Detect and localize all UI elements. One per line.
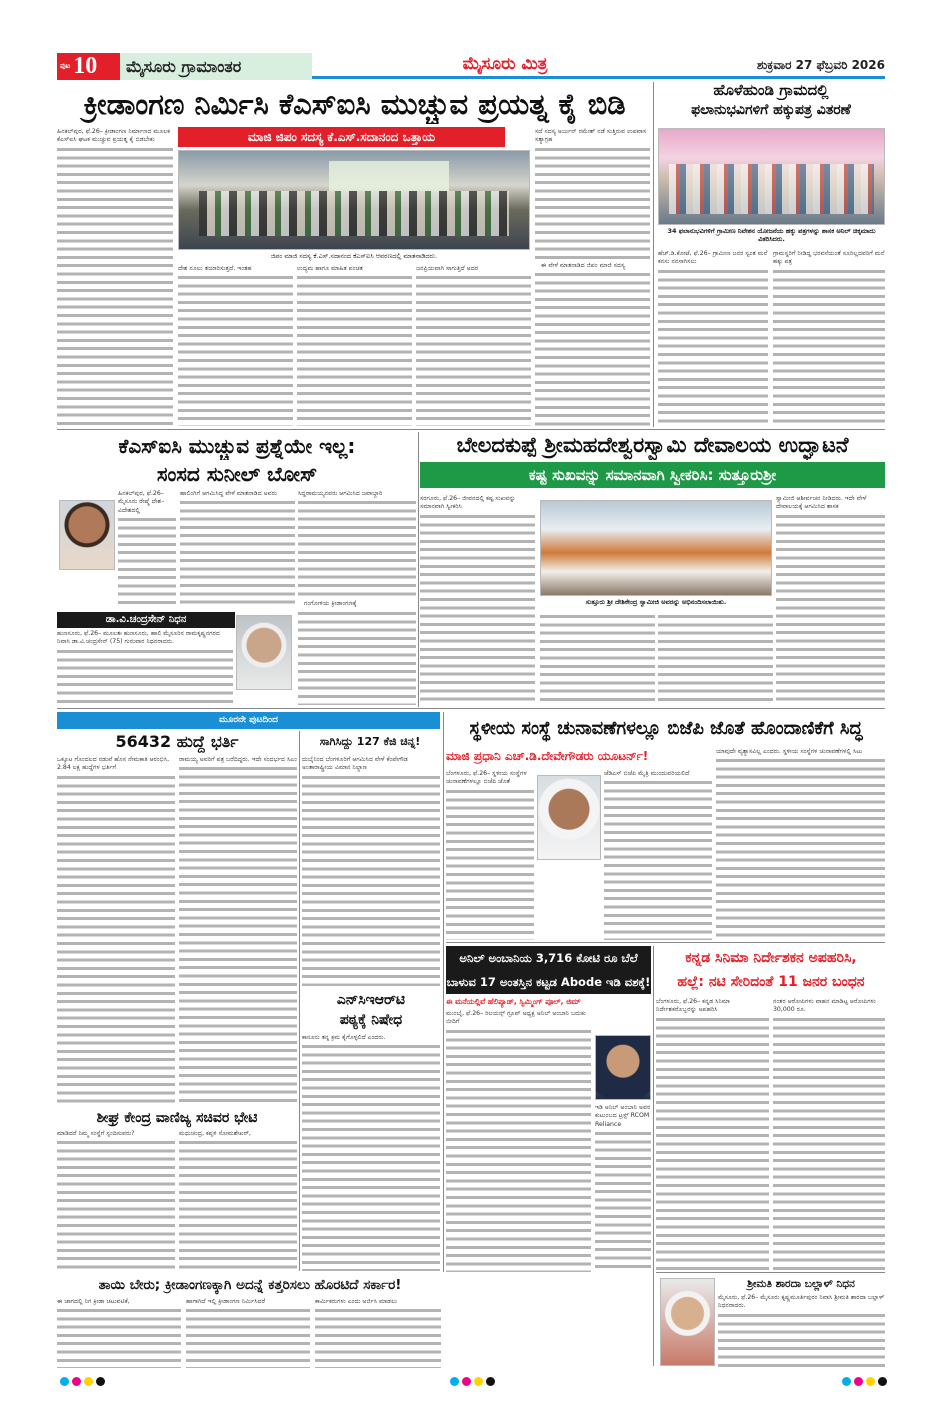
story6-column-2: ಜೆಡಿಎಸ್ ಬಿಜೆಪಿ ಮೈತ್ರಿ ಮುಂದುವರಿಯಲಿದೆ — [604, 770, 712, 940]
lead-headline: ಕ್ರೀಡಾಂಗಣ ನಿರ್ಮಿಸಿ ಕೆಎಸ್‌ಐಸಿ ಮುಚ್ಚುವ ಪ್ರಯತ್ನ ಕೈ ಬಿಡಿ — [83, 87, 626, 121]
lead-column-2-paragraph: ಈ ವೇಳೆ ಮಾತನಾಡಿದ ಜಿಪಂ ಮಾಜಿ ಸದಸ್ಯ — [541, 261, 626, 269]
registration-mark-cyan — [450, 1377, 459, 1386]
continued-bar: ಮೂರನೇ ಪುಟದಿಂದ — [57, 712, 440, 729]
registration-mark-yellow — [84, 1377, 93, 1386]
lead-column-1: ಹಿನಕಲ್‌ಪುರ, ಫೆ.26– ಕ್ರೀಡಾಂಗಣ ನಿರ್ಮಾಣದ ಮೂಲಕ ಕೆಎಸ್‌ಐಸಿ ಘಟಕ ಮುಚ್ಚುವ ಪ್ರಯತ್ನ ಕೈ ಬಿಡಬೇಕು — [57, 128, 173, 426]
story4-column-2: ಮಧುಚಂದ್ರ, ಕಪ್ಪಳಿ ಸೋಮಶೇಖರ್, — [179, 1130, 297, 1270]
story4-column-1: ಮಾಡಿದರೆ ನಿಮ್ಮ ಸಂಸ್ಥೆಗೆ ಸ್ಪಂದಿಸುವರು? — [57, 1130, 175, 1270]
story9-column-2: ಹಾಗಾಗಿದೆ ಇಲ್ಲಿ ಕ್ರೀಡಾಂಗಣ ನಿರ್ಮಿಸಿದರೆ — [186, 1298, 310, 1368]
anil-ambani-photo — [595, 1035, 651, 1100]
column-divider — [653, 82, 654, 427]
story3-caption: ಸುತ್ತೂರು ಶ್ರೀ ದೇಶಿಕೇಂದ್ರ ಸ್ವಾಮೀಜಿ ಅವರನ್ನು ಅಭಿನಂದಿಸಲಾಯಿತು. — [585, 598, 727, 606]
story4-headline: ಶೀಘ್ರ ಕೇಂದ್ರ ವಾಣಿಜ್ಯ ಸಚಿವರ ಭೇಟಿ — [96, 1110, 258, 1126]
story2-headline-1: ಕೆಎಸ್‌ಐಸಿ ಮುಚ್ಚುವ ಪ್ರಶ್ನೆಯೇ ಇಲ್ಲ: — [118, 434, 356, 458]
registration-mark-black — [486, 1377, 495, 1386]
story6-headline: ಸ್ಥಳೀಯ ಸಂಸ್ಥೆ ಚುನಾವಣೆಗಳಲ್ಲೂ ಬಿಜೆಪಿ ಜೊತೆ ಹೊಂದಾಣಿಕೆಗೆ ಸಿದ್ಧ — [469, 718, 863, 739]
story3-photo — [540, 500, 772, 596]
continued-column-3: ದುಬೈನಿಂದ ಬೆಂಗಳೂರಿಗೆ ಆಗಮಿಸಿದ ವೇಳೆ ಕೆಂಪೇಗೌಡ ಅಂತಾರಾಷ್ಟ್ರೀಯ ವಿಮಾನ ನಿಲ್ದಾಣ — [302, 756, 440, 986]
story6-subhead: ಮಾಜಿ ಪ್ರಧಾನಿ ಎಚ್.ಡಿ.ದೇವೇಗೌಡರು ಯೂಟರ್ನ್! — [446, 749, 649, 763]
story3-headline: ಬೇಲದಕುಪ್ಪೆ ಶ್ರೀಮಹದೇಶ್ವರಸ್ವಾಮಿ ದೇವಾಲಯ ಉದ್ಘಾಟನೆ — [456, 433, 849, 457]
story3-subhead: ಕಷ್ಟ ಸುಖವನ್ನು ಸಮಾನವಾಗಿ ಸ್ವೀಕರಿಸಿ: ಸುತ್ತೂರುಶ್ರೀ — [420, 462, 885, 488]
right-top-headline-1: ಹೊಳೆಹುಂಡಿ ಗ್ರಾಮದಲ್ಲಿ — [713, 81, 829, 99]
registration-mark-magenta — [462, 1377, 471, 1386]
continued-column-2: ರಾಮಯ್ಯ ಅವರಿಗೆ ಪತ್ರ ಬರೆದಿದ್ದರು. ಇದೇ ಸಂದರ್ಭದ ಸಿಎಂ — [179, 756, 297, 1106]
story2-column-1: ಹಿನಕಲ್‌ಪುರ, ಫೆ.26– ಮೈಸೂರು ರೇಷ್ಮೆ ದೇಶ–ವಿದೇಶದಲ್ಲಿ — [118, 490, 176, 605]
story7-column-1: ಮುಂಬೈ, ಫೆ.26– ರಿಲಯನ್ಸ್ ಗ್ರೂಪ್ ಅಧ್ಯಕ್ಷ ಅನಿಲ್ ಅಂಬಾನಿ ಬದುಕು ಬೀದಿಗೆ — [446, 1010, 591, 1272]
lead-column-5: ಜನಪ್ರಿಯವಾಗಿ ಸಾಗುತ್ತಿದೆ ಅದರ — [416, 265, 531, 426]
column-divider — [299, 731, 300, 1271]
story7-headline-1: ಅನಿಲ್ ಅಂಬಾನಿಯ 3,716 ಕೋಟಿ ರೂ ಬೆಲೆ — [459, 951, 638, 965]
registration-mark-cyan — [842, 1377, 851, 1386]
page-label: ಪುಟ — [60, 62, 71, 70]
story7-column-2: ಇಡಿ ಅನಿಲ್ ಅಂಬಾನಿ ಅವರ ಕುಟುಂಬದ ಟ್ರಸ್ಟ್ RCOM Reliance — [595, 1104, 651, 1272]
right-top-column-1: ಹೆಚ್.ಡಿ.ಕೋಟೆ, ಫೆ.26– ಗ್ರಾಮೀಣ ಜನರ ಸ್ವಂತ ಮನೆ ಕನಸು ನನಸಾಗಿಸಲು — [658, 250, 768, 426]
registration-mark-magenta — [72, 1377, 81, 1386]
section-divider — [446, 942, 885, 943]
story3-column-4: ಸ್ವಾಮೀಜಿ ಆಶೀರ್ವಚನ ನೀಡಿದರು. ಇದೇ ವೇಳೆ ದೇವಾಲಯಕ್ಕೆ ಆಗಮಿಸಿದ ಶಾಸಕ — [776, 495, 885, 705]
continued-headline-a: 56432 ಹುದ್ದೆ ಭರ್ತಿ — [115, 732, 239, 751]
registration-mark-black — [878, 1377, 887, 1386]
section-title: ಮೈಸೂರು ಗ್ರಾಮಾಂತರ — [120, 53, 312, 80]
section-divider — [57, 708, 885, 709]
story9-column-3: ಕಾರ್ಮಿಕರುಗಳು ಎಂದು ಅರ್ಜಿಸಿ ಮಾಡಲು — [315, 1298, 441, 1368]
page-number-box — [57, 53, 120, 80]
story8-headline-2: ಹಲ್ಲೆ: ನಟಿ ಸೇರಿದಂತೆ 11 ಜನರ ಬಂಧನ — [677, 974, 865, 990]
story2-column-3: ಸಿದ್ದರಾಮಯ್ಯನವರು ಆಗಮಿಸಿದ ಜವಾಬ್ದಾರಿ ಗಂಗೋಳಿಯ ಕ್ರೀಡಾಂಗಣಕ್ಕೆ — [298, 490, 416, 705]
story8-column-2: ನಂತರ ಆರೋಪಿಗಳು ವಾಹನ ಮಾಡಿಟ್ಟ ಆರೋಪಿಗಳು 30,000 ರೂ. — [773, 998, 885, 1270]
story8-headline-1: ಕನ್ನಡ ಸಿನಿಮಾ ನಿರ್ದೇಶಕನ ಅಪಹರಿಸಿ, — [685, 950, 857, 966]
lead-column-3: ದೇಶ ನೂಲು ತಯಾರಿಸುತ್ತದೆ. ಇಂತಹ — [178, 265, 293, 426]
story5-text: ಕಾನೂನು ತನ್ನ ಕ್ರಮ ಕೈಗೊಳ್ಳಲಿದೆ ಎಂದರು. — [302, 1034, 440, 1271]
lead-photo-caption: ಜಿಪಂ ಮಾಜಿ ಸದಸ್ಯ ಕೆ.ಎಸ್.ಸದಾನಂದ ಕೆಎಸ್‌ಐಸಿ ಆವರಣದಲ್ಲಿ ಮಾತನಾಡಿದರು. — [270, 252, 438, 260]
story2-headline-2: ಸಂಸದ ಸುನೀಲ್ ಬೋಸ್ — [156, 462, 318, 486]
lead-subhead: ಮಾಜಿ ಜಿಪಂ ಸದಸ್ಯ ಕೆ.ಎಸ್.ಸದಾನಂದ ಒತ್ತಾಯ — [178, 127, 505, 147]
registration-mark-yellow — [866, 1377, 875, 1386]
right-top-column-2: ಗ್ರಾಮಸ್ಥರಿಗೆ ನೀಡಿದ್ದ ಭರವಸೆಯಂತೆ ಸೂರಿಲ್ಲದವರಿಗೆ ಮನೆ ಹಕ್ಕು ಪತ್ರ — [773, 250, 885, 426]
section-divider — [656, 1272, 885, 1273]
column-divider — [418, 432, 419, 707]
devegowda-photo — [537, 775, 601, 860]
newspaper-logo: ಮೈಸೂರು ಮಿತ್ರ — [462, 54, 548, 74]
registration-mark-yellow — [474, 1377, 483, 1386]
continued-column-1: ಒಕ್ಕೂಟ ಗೊಂದಲದ ನಡುವೆ ಹೊಸ ನೇಮಕಾತಿ ಆರಂಭಿಸಿ, 2.84 ಲಕ್ಷ ಹುದ್ದೆಗಳ ಭರ್ತಿಗೆ — [57, 756, 175, 1106]
story5-headline-2: ಪಠ್ಯಕ್ಕೆ ನಿಷೇಧ — [339, 1012, 403, 1028]
story5-headline-1: ಎನ್‌ಸಿಇಆರ್‌ಟಿ — [336, 992, 406, 1008]
story3-column-3 — [658, 612, 773, 705]
right-top-headline-2: ಫಲಾನುಭವಿಗಳಿಗೆ ಹಕ್ಕುಪತ್ರ ವಿತರಣೆ — [691, 102, 851, 118]
column-divider — [653, 946, 654, 1366]
sunil-bose-photo — [59, 500, 115, 570]
story8-column-1: ಬೆಂಗಳೂರು, ಫೆ.26– ಕನ್ನಡ ಸಿನಿಮಾ ನಿರ್ದೇಶಕರೊಬ್ಬರನ್ನು ಅಪಹರಿಸಿ — [656, 998, 769, 1270]
obit1-photo — [236, 615, 292, 690]
right-top-caption: 34 ಫಲಾನುಭವಿಗಳಿಗೆ ಗ್ರಾಮೀಣ ನಿವೇಶನ ಯೋಜನೆಯ ಹಕ್ಕು ಪತ್ರಗಳನ್ನು ಶಾಸಕ ಅನಿಲ್ ಚಿಕ್ಕಮಾದು ವಿತರಿಸಿದರು. — [667, 227, 876, 243]
lead-column-4: ಉದ್ಯಮ ಹಾಗೂ ಮಾಹಿತ ಪಂಚತ — [297, 265, 412, 426]
lead-photo — [178, 150, 530, 250]
obit1-title: ಡಾ.ವಿ.ಚಂದ್ರಸೇನ್ ನಿಧನ — [57, 612, 235, 628]
story2-column-3-paragraph: ಗಂಗೋಳಿಯ ಕ್ರೀಡಾಂಗಣಕ್ಕೆ — [304, 600, 357, 608]
story3-column-1: ಸರಗೂರು, ಫೆ.26– ಜೀವನದಲ್ಲಿ ಕಷ್ಟ ಸುಖವನ್ನು ಸಮಾನವಾಗಿ ಸ್ವೀಕರಿಸಿ — [420, 495, 535, 705]
registration-mark-black — [96, 1377, 105, 1386]
story7-subhead: ಈ ಮನೆಯಲ್ಲಿವೆ ಹೆಲಿಪ್ಯಾಡ್, ಸ್ವಿಮ್ಮಿಂಗ್ ಪೂಲ್, ಜಿಮ್ — [446, 997, 581, 1006]
story6-column-3: ಯಾವುದೇ ವ್ಯತ್ಯಾಸವಿಲ್ಲ ಎಂದರು. ಸ್ಥಳೀಯ ಸಂಸ್ಥೆಗಳ ಚುನಾವಣೆಗಳಲ್ಲಿ ಸಿಟು — [716, 748, 885, 940]
obit2-text: ಮೈಸೂರು, ಫೆ.26– ಮೈಸೂರು ಕೃಷ್ಣಮೂರ್ತಿಪುರಂ ನಿವಾಸಿ ಶ್ರೀಮತಿ ಶಾರದಾ ಬಲ್ಲಾಳ್ ನಿಧನರಾದರು. — [718, 1294, 885, 1368]
story9-headline: ತಾಯಿ ಬೇರು; ಕ್ರೀಡಾಂಗಣಕ್ಕಾಗಿ ಅದನ್ನೆ ಕತ್ತರಿಸಲು ಹೊರಟಿದೆ ಸರ್ಕಾರ! — [98, 1277, 402, 1293]
story3-column-2 — [540, 612, 655, 705]
story9-column-1: ಈ ಜಾಗದಲ್ಲಿ ನಿಗ ಕ್ರೀಡಾ ಚಟುವಟಿಕೆ, — [57, 1298, 181, 1368]
story7-headline-2: ಬಾಳುವ 17 ಅಂತಸ್ತಿನ ಕಟ್ಟಡ Abode ಇಡಿ ವಶಕ್ಕೆ! — [446, 975, 651, 989]
obit1-text: ಹುಣಸೂರು, ಫೆ.26– ಮೂಲತಃ ಹುಣಸೂರು, ಹಾಲಿ ಮೈಸೂರಿನ ರಾಮಕೃಷ್ಣನಗರದ ನಿವಾಸಿ ಡಾ.ವಿ.ಚಂದ್ರಸೇನ್ (75) ಗುರುವಾರ ನಿಧನರಾದರು. — [57, 630, 233, 705]
column-divider — [443, 712, 444, 1272]
issue-date: ಶುಕ್ರವಾರ 27 ಫೆಬ್ರವರಿ 2026 — [756, 58, 885, 72]
continued-headline-b: ಸಾಗಿಸಿದ್ದು 127 ಕೆಜಿ ಚಿನ್ನ! — [319, 735, 421, 748]
story6-column-1: ಬೆಂಗಳೂರು, ಫೆ.26– ಸ್ಥಳೀಯ ಸಂಸ್ಥೆಗಳ ಚುನಾವಣೆಗಳಲ್ಲೂ ಬಿಜೆಪಿ ಜೊತೆ — [446, 770, 534, 940]
story2-column-2: ಹಾಲಿಂಗಿಗೆ ಆಗಮಿಸಿದ್ದ ವೇಳೆ ಮಾತನಾಡಿದ ಅವರು — [180, 490, 295, 605]
registration-mark-magenta — [854, 1377, 863, 1386]
lead-column-2: ಸದೆ ಸದಸ್ಯ ಅರ್ಜುನ್ ರಮೇಶ್ ನಡೆ ಸುತ್ತಿರುವ ಉಪವಾಸ ಸತ್ಯಾಗ್ರಹ ಈ ವೇಳೆ ಮಾತನಾಡಿದ ಜಿಪಂ ಮಾಜಿ ಸದಸ್ಯ — [535, 128, 650, 426]
registration-mark-cyan — [60, 1377, 69, 1386]
header-rule — [312, 76, 885, 79]
page-number: 10 — [73, 53, 98, 79]
story7-headline-box — [446, 946, 651, 994]
obit2-title: ಶ್ರೀಮತಿ ಶಾರದಾ ಬಲ್ಲಾಳ್ ನಿಧನ — [747, 1278, 855, 1290]
obit2-photo — [660, 1278, 715, 1366]
right-top-photo — [658, 128, 885, 225]
